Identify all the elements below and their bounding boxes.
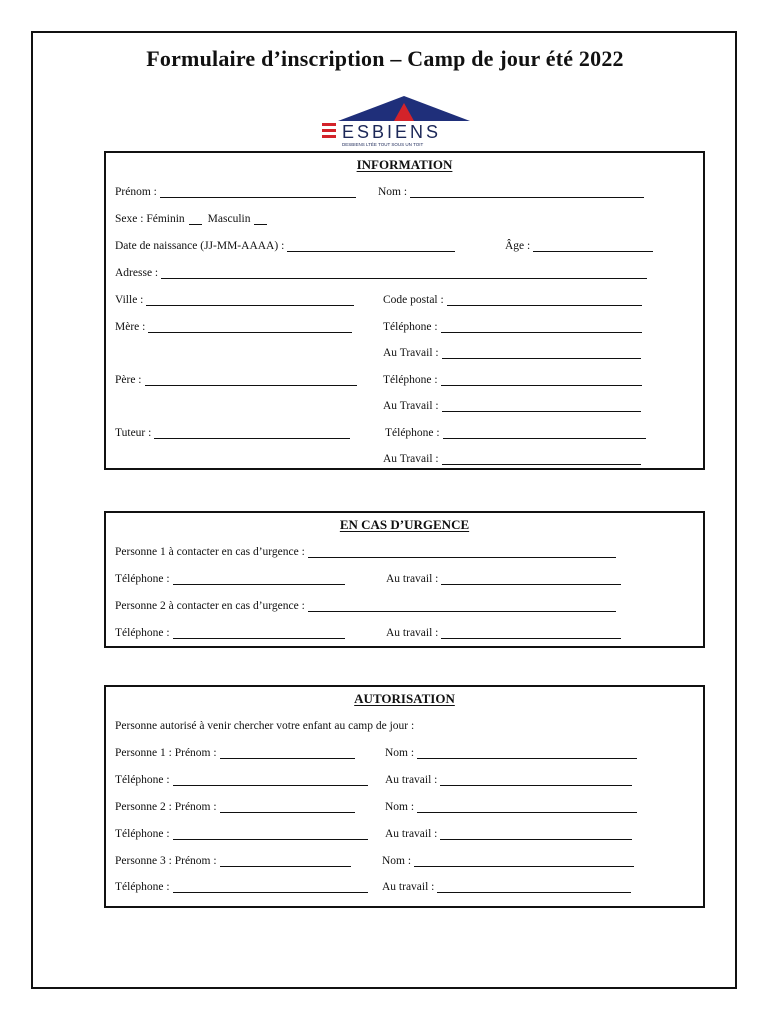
p1-travail-field[interactable]: Au travail : [385,774,632,786]
autorisation-intro: Personne autorisé à venir chercher votre enfant au camp de jour : [115,720,415,732]
row-date-age [106,240,703,256]
information-heading: INFORMATION [356,157,453,172]
row-tuteur [106,427,703,443]
row-prenom-nom [106,186,703,202]
urgence-personne1-field[interactable]: Personne 1 à contacter en cas d’urgence : [115,546,616,558]
tuteur-telephone-field[interactable]: Téléphone : [385,427,646,439]
urgence-p2-travail-field[interactable]: Au travail : [386,627,621,639]
row-p2-tel [106,828,703,844]
row-urgence-p1-tel [106,573,703,589]
p2-travail-field[interactable]: Au travail : [385,828,632,840]
urgence-p1-telephone-field[interactable]: Téléphone : [115,573,345,585]
nom-field[interactable]: Nom : [378,186,644,198]
p3-prenom-field[interactable]: Personne 3 : Prénom : [115,855,351,867]
tuteur-travail-field[interactable]: Au Travail : [383,453,641,465]
autorisation-section [104,685,705,908]
p2-prenom-field[interactable]: Personne 2 : Prénom : [115,801,355,813]
mere-field[interactable]: Mère : [115,321,352,333]
p2-telephone-field[interactable]: Téléphone : [115,828,368,840]
row-mere [106,321,703,337]
row-urgence-p2-tel [106,627,703,643]
row-sexe [106,213,703,229]
row-pere [106,374,703,390]
row-p1 [106,747,703,763]
ville-field[interactable]: Ville : [115,294,354,306]
urgence-personne2-field[interactable]: Personne 2 à contacter en cas d’urgence : [115,600,616,612]
p2-nom-field[interactable]: Nom : [385,801,637,813]
urgence-section [104,511,705,648]
p3-travail-field[interactable]: Au travail : [382,881,631,893]
tuteur-field[interactable]: Tuteur : [115,427,350,439]
mere-travail-field[interactable]: Au Travail : [383,347,641,359]
company-logo [318,96,490,148]
row-tuteur-travail [106,453,703,469]
row-p2 [106,801,703,817]
urgence-p1-travail-field[interactable]: Au travail : [386,573,621,585]
autorisation-heading: AUTORISATION [354,691,455,706]
row-urgence-p2 [106,600,703,616]
row-pere-travail [106,400,703,416]
logo-roof-left [338,96,404,121]
pere-travail-field[interactable]: Au Travail : [383,400,641,412]
row-urgence-p1 [106,546,703,562]
pere-field[interactable]: Père : [115,374,357,386]
prenom-field[interactable]: Prénom : [115,186,356,198]
form-title: Formulaire d’inscription – Camp de jour été 2022 [146,46,624,71]
row-p3-tel [106,881,703,897]
row-autorisation-intro [106,720,703,736]
adresse-field[interactable]: Adresse : [115,267,647,279]
urgence-heading: EN CAS D’URGENCE [339,517,470,532]
row-ville-code [106,294,703,310]
row-p1-tel [106,774,703,790]
logo-roof-right [404,96,470,121]
p1-telephone-field[interactable]: Téléphone : [115,774,368,786]
logo-tagline: DESBIENS LTÉE TOUT SOUS UN TOIT [342,142,424,147]
row-adresse [106,267,703,283]
masculin-option[interactable]: Masculin [207,213,251,225]
p1-nom-field[interactable]: Nom : [385,747,637,759]
pere-telephone-field[interactable]: Téléphone : [383,374,642,386]
mere-telephone-field[interactable]: Téléphone : [383,321,642,333]
p1-prenom-field[interactable]: Personne 1 : Prénom : [115,747,355,759]
row-p3 [106,855,703,871]
logo-wordmark: ESBIENS [342,122,442,142]
p3-telephone-field[interactable]: Téléphone : [115,881,368,893]
code-postal-field[interactable]: Code postal : [383,294,642,306]
date-naissance-field[interactable]: Date de naissance (JJ-MM-AAAA) : [115,240,455,252]
information-section [104,151,705,470]
age-field[interactable]: Âge : [505,240,653,252]
p3-nom-field[interactable]: Nom : [382,855,634,867]
sexe-field[interactable]: Sexe : Féminin Masculin [115,213,273,225]
row-mere-travail [106,347,703,363]
feminin-option[interactable]: Féminin [146,213,185,225]
urgence-p2-telephone-field[interactable]: Téléphone : [115,627,345,639]
